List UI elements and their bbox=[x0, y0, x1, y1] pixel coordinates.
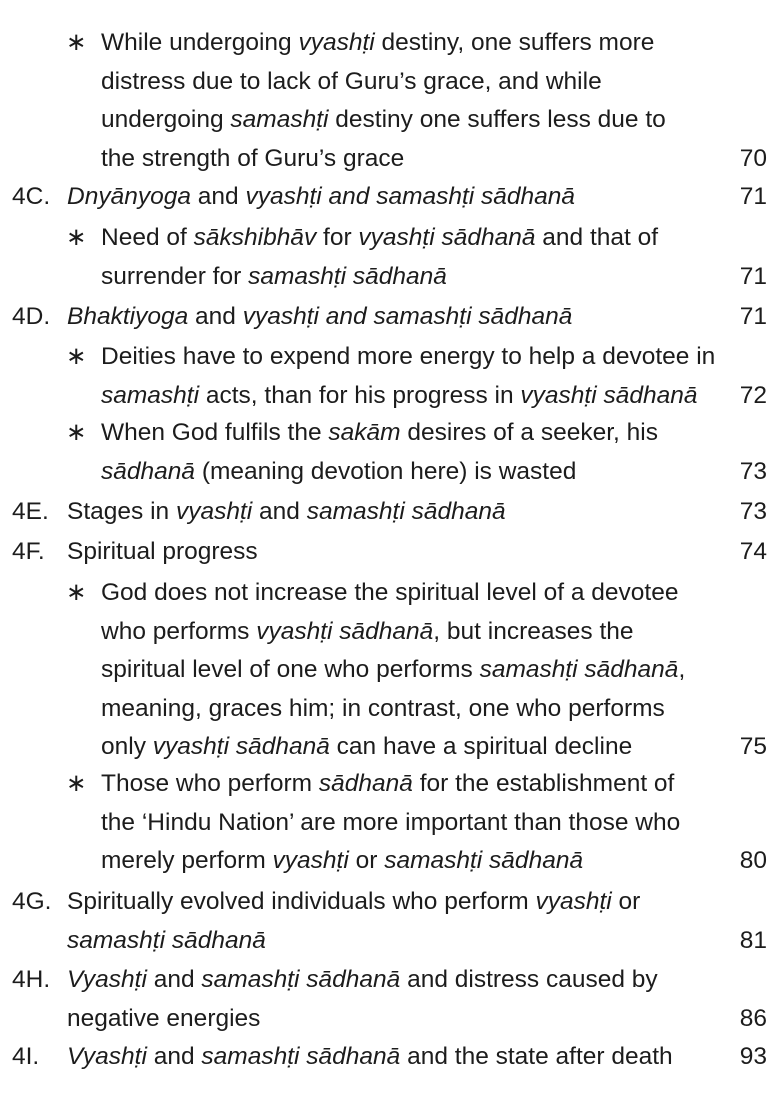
asterisk-bullet-icon: ∗ bbox=[66, 419, 87, 446]
toc-subentry bbox=[0, 219, 780, 296]
toc-subentry bbox=[0, 24, 780, 178]
entry-title: When God fulfils the sakām desires of a seeker, his sādhanā (meaning devotion here) is wasted bbox=[101, 419, 658, 485]
page-number: 75 bbox=[739, 733, 767, 760]
asterisk-bullet-icon: ∗ bbox=[66, 224, 87, 251]
entry-title: Dnyānyoga and vyashṭi and samashṭi sādhanā bbox=[67, 183, 576, 210]
page-number: 80 bbox=[739, 847, 767, 874]
section-number: 4G. bbox=[12, 888, 52, 915]
entry-title: Spiritually evolved individuals who perform vyashṭi or samashṭi sādhanā bbox=[67, 888, 641, 954]
page-number: 81 bbox=[739, 926, 767, 954]
page-number: 73 bbox=[739, 457, 767, 485]
toc-subentry bbox=[0, 338, 780, 415]
entry-title: Vyashṭi and samashṭi sādhanā and the state after death bbox=[67, 1043, 673, 1070]
page-number: 72 bbox=[739, 381, 767, 409]
toc-entry bbox=[0, 1038, 780, 1077]
section-number: 4F. bbox=[12, 538, 45, 565]
toc-entry bbox=[0, 533, 780, 572]
entry-title: Deities have to expend more energy to help a devotee in samashṭi acts, than for his progress in vyashṭi sādhanā bbox=[101, 343, 716, 409]
entry-title: Need of sākshibhāv for vyashṭi sādhanā and that of surrender for samashṭi sādhanā bbox=[101, 224, 659, 290]
section-number: 4I. bbox=[12, 1043, 40, 1070]
page-number: 71 bbox=[739, 183, 767, 210]
toc-entry bbox=[0, 883, 780, 960]
entry-title: Stages in vyashṭi and samashṭi sādhanā bbox=[67, 498, 506, 525]
asterisk-bullet-icon: ∗ bbox=[66, 770, 87, 797]
toc-entry bbox=[0, 178, 780, 217]
section-number: 4D. bbox=[12, 303, 51, 330]
toc-entry bbox=[0, 961, 780, 1038]
entry-title: God does not increase the spiritual level of a devotee who performs vyashṭi sādhanā, but increases the spiritual level of one who performs samashṭi sādhanā, meaning, graces him; in contrast, one who performs only vyashṭi sādhanā can have a spiritual decline bbox=[101, 579, 686, 760]
page-number: 71 bbox=[739, 262, 767, 290]
page-number: 73 bbox=[739, 498, 767, 525]
entry-title: Those who perform sādhanā for the establishment of the ‘Hindu Nation’ are more important than those who merely perform vyashṭi or samashṭi sādhanā bbox=[101, 770, 681, 874]
toc-subentry bbox=[0, 414, 780, 491]
toc-subentry bbox=[0, 574, 780, 767]
asterisk-bullet-icon: ∗ bbox=[66, 343, 87, 370]
entry-title: While undergoing vyashṭi destiny, one suffers more distress due to lack of Guru’s grace, and while undergoing samashṭi destiny one suffers less due to the strength of Guru’s grace bbox=[101, 29, 666, 172]
section-number: 4E. bbox=[12, 498, 49, 525]
page-number: 70 bbox=[739, 144, 767, 172]
section-number: 4H. bbox=[12, 966, 51, 993]
entry-title: Vyashṭi and samashṭi sādhanā and distress caused by negative energies bbox=[67, 966, 658, 1032]
page-number: 93 bbox=[739, 1043, 767, 1070]
toc-subentry bbox=[0, 765, 780, 881]
asterisk-bullet-icon: ∗ bbox=[66, 579, 87, 606]
asterisk-bullet-icon: ∗ bbox=[66, 29, 87, 56]
section-number: 4C. bbox=[12, 183, 51, 210]
toc-entry bbox=[0, 298, 780, 337]
page-number: 74 bbox=[739, 538, 767, 565]
page-number: 86 bbox=[739, 1004, 767, 1032]
entry-title: Spiritual progress bbox=[67, 538, 258, 565]
toc-entry bbox=[0, 493, 780, 532]
page-number: 71 bbox=[739, 303, 767, 330]
entry-title: Bhaktiyoga and vyashṭi and samashṭi sādhanā bbox=[67, 303, 573, 330]
